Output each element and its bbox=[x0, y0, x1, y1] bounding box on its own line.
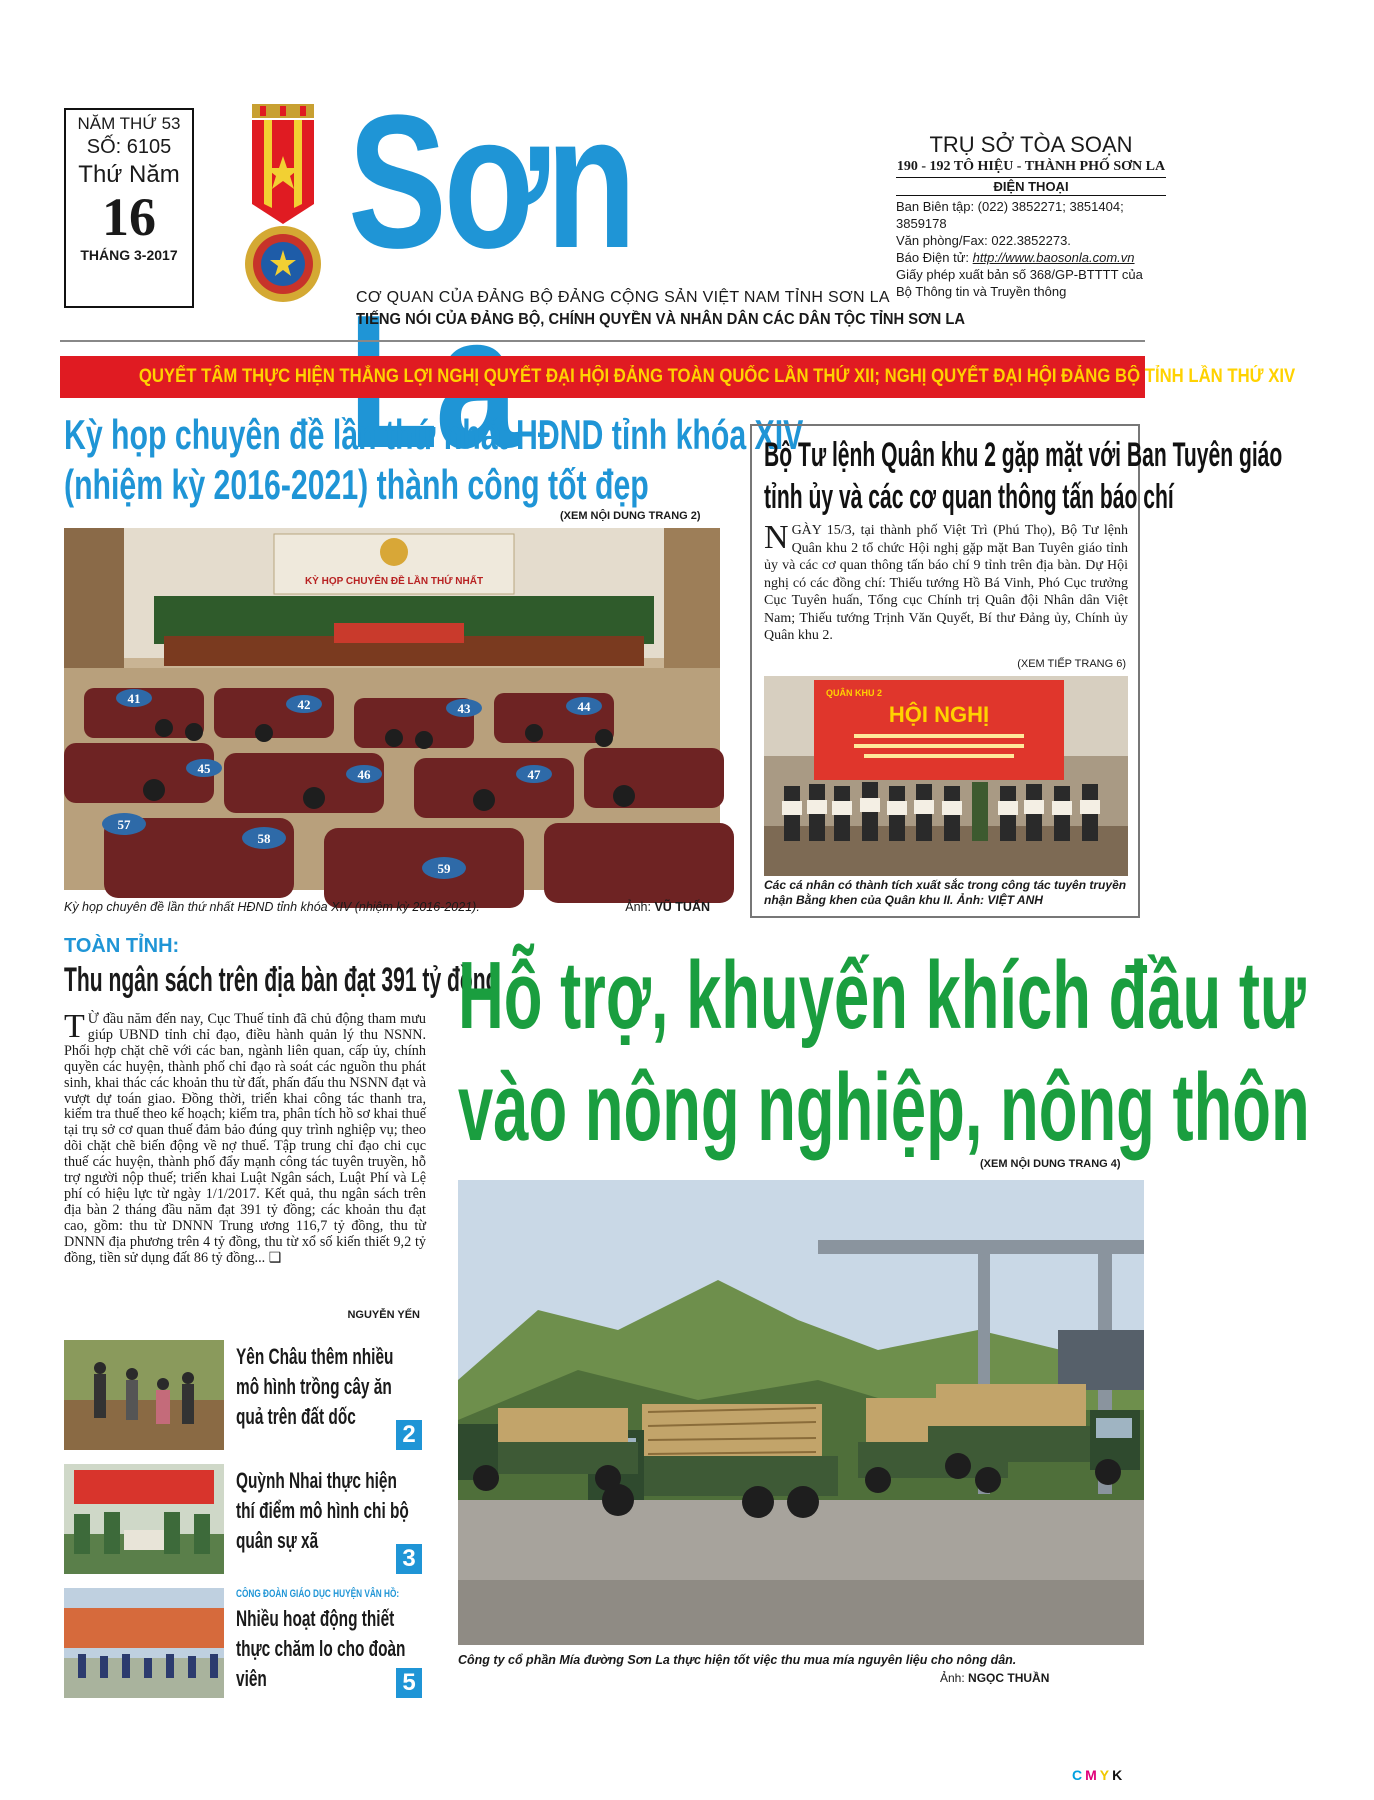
side-article-text: GÀY 15/3, tại thành phố Việt Trì (Phú Thọ), Bộ Tư lệnh Quân khu 2 tổ chức Hội nghị gặp mặt Ban Tuyên giáo tỉnh ủy và các cơ quan thông tấn báo chí 9 tỉnh trên địa bàn. Dự Hội nghị có các đồng chí: Thiếu tướng Hồ Bá Vinh, Phó Cục trưởng Cục Tuyên huấn, Tổng cục Chính trị Quân đội Nhân dân Việt Nam; Thiếu tướng Trịnh Văn Quyết, Bí thư Đảng ủy, Chính ủy Quân khu 2. bbox=[764, 523, 1128, 643]
main-see-more[interactable]: (XEM NỘI DUNG TRANG 4) bbox=[980, 1158, 1121, 1170]
teaser-kicker: CÔNG ĐOÀN GIÁO DỤC HUYỆN VÂN HỒ: bbox=[236, 1588, 400, 1600]
budget-article-body bbox=[64, 1008, 426, 1267]
side-see-more[interactable]: (XEM TIẾP TRANG 6) bbox=[1017, 658, 1126, 670]
slogan-banner bbox=[60, 356, 1296, 398]
seat-number: 41 bbox=[127, 691, 141, 706]
lead-headline-line-2: (nhiệm kỳ 2016-2021) thành công tốt đẹp bbox=[64, 461, 649, 508]
side-photo bbox=[764, 676, 1128, 876]
office-info bbox=[896, 132, 1166, 300]
teaser-page-3[interactable] bbox=[64, 1464, 422, 1574]
seat-number: 42 bbox=[297, 697, 311, 712]
teaser-thumbnail bbox=[64, 1464, 224, 1574]
side-caption-text: Các cá nhân có thành tích xuất sắc trong công tác tuyên truyền nhận Bằng khen của Quân khu II. bbox=[764, 878, 1127, 907]
side-credit-label: Ảnh: bbox=[956, 893, 985, 907]
masthead-tagline: TIẾNG NÓI CỦA ĐẢNG BỘ, CHÍNH QUYỀN VÀ NHÂN DÂN CÁC DÂN TỘC TỈNH SƠN LA bbox=[356, 311, 965, 328]
masthead-divider bbox=[60, 340, 1145, 342]
main-headline-line-1: Hỗ trợ, khuyến khích đầu tư bbox=[458, 942, 1306, 1049]
date-box bbox=[64, 108, 194, 308]
cmyk-letter: Y bbox=[1099, 1767, 1113, 1783]
side-story-box bbox=[750, 424, 1283, 918]
teaser-title: Nhiều hoạt động thiết thực chăm lo cho đoàn viên bbox=[236, 1606, 406, 1691]
side-credit-name: VIỆT ANH bbox=[987, 893, 1043, 907]
website-label: Báo Điện tử: bbox=[896, 250, 970, 265]
cmyk-mark bbox=[1072, 1767, 1125, 1783]
lead-photo bbox=[64, 528, 720, 890]
masthead-subtitle: CƠ QUAN CỦA ĐẢNG BỘ ĐẢNG CỘNG SẢN VIỆT NAM TỈNH SƠN LA bbox=[356, 289, 890, 306]
medal-emblem-icon bbox=[238, 104, 328, 309]
newspaper-logo: Sơn bbox=[348, 76, 634, 288]
phone-line: Ban Biên tập: (022) 3852271; 3851404; 3859178 bbox=[896, 199, 1124, 231]
budget-kicker: TOÀN TỈNH: bbox=[64, 935, 180, 957]
month-label: THÁNG 3-2017 bbox=[80, 247, 178, 263]
lead-credit-label: Ảnh: bbox=[625, 900, 651, 914]
side-dropcap: N bbox=[764, 519, 789, 556]
lead-headline-line-1: Kỳ họp chuyên đề lần thứ nhất HĐND tỉnh khóa XIV bbox=[64, 411, 804, 458]
side-photo-caption bbox=[764, 878, 1134, 908]
teaser-page-5[interactable] bbox=[64, 1588, 422, 1698]
side-headline-line-1: Bộ Tư lệnh Quân khu 2 gặp mặt với Ban Tuyên giáo bbox=[764, 436, 1283, 474]
main-headline[interactable] bbox=[458, 940, 1310, 1164]
lead-photo-caption bbox=[64, 900, 720, 914]
seat-number: 46 bbox=[357, 767, 371, 782]
teaser-page-2[interactable] bbox=[64, 1340, 422, 1450]
seat-number: 43 bbox=[457, 701, 471, 716]
teaser-page-number: 3 bbox=[396, 1544, 422, 1574]
side-headline-line-2: tỉnh ủy và các cơ quan thông tấn báo chí bbox=[764, 478, 1174, 516]
lead-caption-text: Kỳ họp chuyên đề lần thứ nhất HĐND tỉnh khóa XIV (nhiệm kỳ 2016-2021). bbox=[64, 900, 480, 914]
teaser-thumbnail bbox=[64, 1588, 224, 1698]
budget-byline: NGUYỄN YẾN bbox=[347, 1309, 420, 1321]
stage-banner-text: KỲ HỌP CHUYÊN ĐỀ LẦN THỨ NHẤT bbox=[304, 576, 484, 587]
phone-title: ĐIỆN THOẠI bbox=[896, 178, 1166, 196]
budget-dropcap: T bbox=[64, 1008, 85, 1045]
main-photo-credit bbox=[940, 1671, 1049, 1685]
main-photo-caption: Công ty cổ phần Mía đường Sơn La thực hiện tốt việc thu mua mía nguyên liệu cho nông dân. bbox=[458, 1653, 1017, 1667]
day-number: 16 bbox=[102, 187, 156, 247]
lead-credit-name: VŨ TUẤN bbox=[654, 900, 710, 914]
main-headline-line-2: vào nông nghiệp, nông thôn bbox=[458, 1054, 1310, 1161]
issue-number: SỐ: 6105 bbox=[86, 136, 172, 158]
slogan-text: QUYẾT TÂM THỰC HIỆN THẮNG LỢI NGHỊ QUYẾT ĐẠI HỘI ĐẢNG TOÀN QUỐC LẦN THỨ XII; NGHỊ QUYẾT ĐẠI HỘI ĐẢNG BỘ TỈNH LẦN THỨ XIV bbox=[138, 366, 1296, 387]
cmyk-letter: K bbox=[1112, 1767, 1126, 1783]
lead-see-more[interactable]: (XEM NỘI DUNG TRANG 2) bbox=[560, 510, 701, 522]
cmyk-letter: C bbox=[1072, 1767, 1086, 1783]
main-photo bbox=[458, 1180, 1144, 1645]
teaser-title: Quỳnh Nhai thực hiện thí điểm mô hình chi bộ quân sự xã bbox=[236, 1468, 409, 1553]
seat-number: 58 bbox=[257, 831, 271, 846]
teaser-title: Yên Châu thêm nhiều mô hình trồng cây ăn quả trên đất dốc bbox=[236, 1344, 394, 1429]
teaser-page-number: 2 bbox=[396, 1420, 422, 1450]
weekday: Thứ Năm bbox=[78, 161, 180, 188]
license-line-1: Giấy phép xuất bản số 368/GP-BTTTT của bbox=[896, 267, 1143, 282]
year-label: NĂM THỨ 53 bbox=[77, 114, 181, 133]
side-article-body bbox=[764, 519, 1128, 645]
side-headline[interactable] bbox=[764, 434, 1282, 518]
seat-number: 57 bbox=[117, 817, 131, 832]
lead-headline[interactable] bbox=[64, 410, 804, 510]
lead-photo-credit bbox=[625, 900, 710, 914]
teaser-thumbnail bbox=[64, 1340, 224, 1450]
fax-line: Văn phòng/Fax: 022.3852273. bbox=[896, 233, 1071, 248]
website-line bbox=[896, 249, 1166, 266]
stage-label: QUÂN KHU 2 bbox=[826, 688, 883, 698]
seat-number: 45 bbox=[197, 761, 211, 776]
stage-title: HỘI NGHỊ bbox=[888, 702, 990, 727]
budget-article-text: Ừ đầu năm đến nay, Cục Thuế tỉnh đã chủ động tham mưu giúp UBND tỉnh chỉ đạo, điều hành quản lý thu NSNN. Phối hợp chặt chẽ với các ban, ngành liên quan, cấp ủy, chính quyền các huyện, thành phố chỉ đạo rà soát các nguồn thu phát sinh, khai thác các khoản thu từ đất, phấn đấu thu NSNN đạt và vượt dự toán giao. Đồng thời, triển khai công tác thanh tra, kiểm tra thuế theo kế hoạch; kiểm tra, phân tích hồ sơ khai thuế tại trụ sở cơ quan thuế đảm bảo đúng quy trình nghiệp vụ; theo dõi chặt chẽ biến động về nợ thuế. Tập trung chỉ đạo chi cục thuế các huyện, thành phố đẩy mạnh công tác tuyên truyền, hỗ trợ người nộp thuế; triển khai Luật Ngân sách, Luật Phí và Lệ phí có hiệu lực từ ngày 1/1/2017. Kết quả, thu ngân sách trên địa bàn 2 tháng đầu năm đạt 391 tỷ đồng; các khoản thu đạt cao, gồm: thu từ DNNN Trung ương 116,7 tỷ đồng, thu từ DNNN địa phương trên 4 tỷ đồng, thu từ xổ số kiến thiết 9,2 tỷ đồng, tiền sử dụng đất 86 tỷ đồng... ❑ bbox=[64, 1011, 426, 1266]
teaser-page-number: 5 bbox=[396, 1668, 422, 1698]
website-link[interactable]: http://www.baosonla.com.vn bbox=[972, 250, 1135, 265]
license-line-2: Bộ Thông tin và Truyền thông bbox=[896, 284, 1067, 299]
main-credit-name: NGỌC THUẦN bbox=[968, 1671, 1050, 1685]
cmyk-letter: M bbox=[1085, 1767, 1100, 1783]
seat-number: 44 bbox=[577, 699, 591, 714]
budget-headline[interactable]: Thu ngân sách trên địa bàn đạt 391 tỷ đồng bbox=[64, 961, 499, 999]
office-address: 190 - 192 TÔ HIỆU - THÀNH PHỐ SƠN LA bbox=[896, 158, 1166, 178]
seat-number: 59 bbox=[437, 861, 451, 876]
seat-number: 47 bbox=[527, 767, 541, 782]
main-credit-label: Ảnh: bbox=[940, 1671, 965, 1685]
office-title: TRỤ SỞ TÒA SOẠN bbox=[929, 132, 1133, 157]
